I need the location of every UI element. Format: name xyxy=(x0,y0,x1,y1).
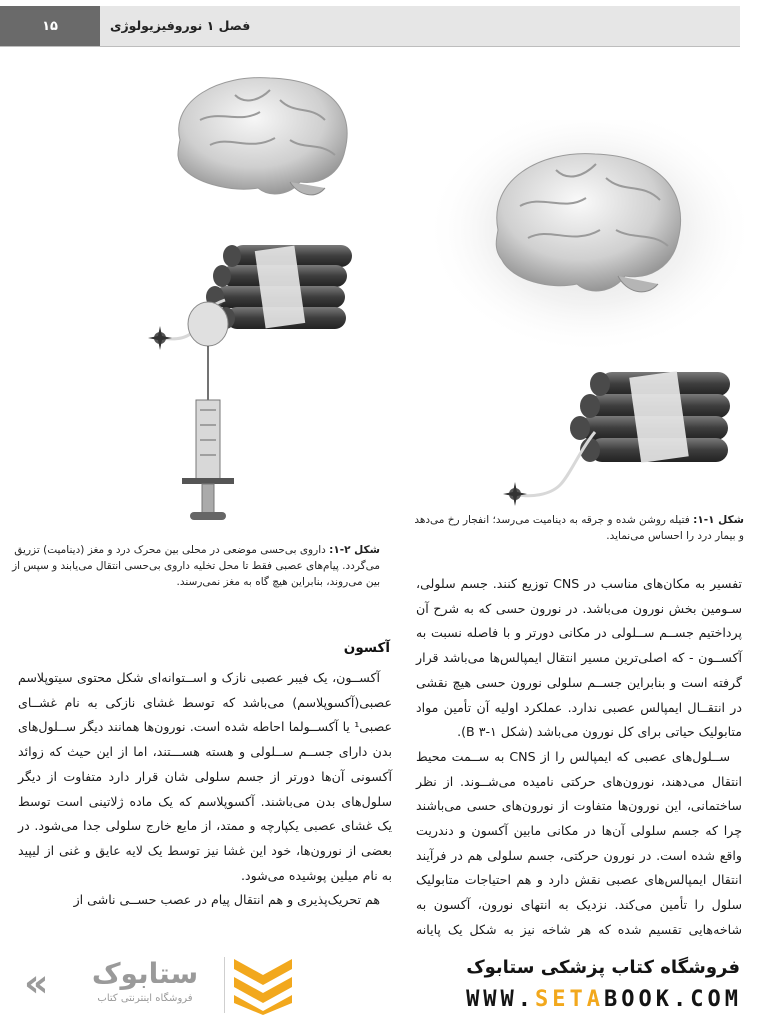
double-chevron-icon: « xyxy=(24,961,49,1005)
right-column-text xyxy=(416,572,742,967)
figure-1-2-caption: شکل ۲-۱: داروی بی‌حسی موضعی در محلی بین محرک درد و مغز (دینامیت) تزریق می‌گردد. پیام‌های عصبی فقط تا محل تخلیه داروی بی‌حسی انتقال می‌یابند و سپس از بین می‌روند، بنابراین هیچ گاه به مغز نمی‌رسند. xyxy=(12,544,380,588)
dynamite-bundle xyxy=(206,245,352,329)
store-logo xyxy=(10,949,300,1019)
store-url: WWW.SETABOOK.COM xyxy=(466,987,742,1012)
page-number: ۱۵ xyxy=(0,6,100,46)
paragraph-motor-neurons: ســلول‌های عصبی که ایمپالس را از CNS به ســمت محیط انتقال می‌دهند، نورون‌های حرکتی نامیده می‌شــوند. از نظر ساختمانی، این نورون‌ها متفاوت از نورون‌های حسی می‌باشند چرا که جسم سلولی آن‌ها در مکانی مابین آکسون و دندریت واقع شده است. در نورون حرکتی، جسم سلولی هم در فرآیند انتقال ایمپالس‌های عصبی نقش دارد و هم احتیاجات متابولیک سلول را تأمین می‌کند. نزدیک به انتهای نورون، آکسون به شاخه‌هایی تقسیم شده که هر شاخه نیز به شکل یک پایانه xyxy=(416,748,742,937)
figure-1-1-caption: شکل ۱-۱: فتیله روشن شده و جرقه به دینامیت می‌رسد؛ انفجار رخ می‌دهد و بیمار درد را احساس می‌نماید. xyxy=(414,514,744,542)
stacked-chevron-icon xyxy=(230,953,296,1015)
logo-divider xyxy=(224,957,225,1013)
logo-title: ستابوک xyxy=(91,957,199,990)
paragraph-axon: آکســون، یک فیبر عصبی نازک و اســتوانه‌ای شکل محتوی سیتوپلاسم عصبی(آکسوپلاسم) می‌باشد که توسط غشای نازکی به نام غشــای عصبی¹ یا آکســولما احاطه شده است. نورون‌ها همانند دیگر ســلول‌های بدن دارای جســم ســلولی و هسته هســـتند، اما از این حیث که زوائد آکسونی آن‌ها دورتر از جسم سلولی شان قرار دارد متفاوت از دیگر سلول‌های بدن می‌باشند. آکسوپلاسم که یک ماده ژلاتینی است توسط یک غشای عصبی یکپارچه و ممتد، از مایع خارج سلولی جدا می‌شود. در بعضی از نورون‌ها، خود این غشا نیز توسط یک لایه عایق و غنی از لیپید به نام میلین پوشیده می‌شود. xyxy=(18,670,392,883)
left-column-text xyxy=(18,666,392,913)
logo-subtitle: فروشگاه اینترنتی کتاب xyxy=(97,993,193,1004)
chapter-title: فصل ۱ نوروفیزیولوژی xyxy=(110,18,251,33)
dynamite-bundle xyxy=(570,371,730,463)
page-header xyxy=(0,6,740,47)
store-name: فروشگاه کتاب پزشکی ستابوک xyxy=(466,957,740,978)
figure-anesthetic-illustration xyxy=(140,60,400,540)
brain-image xyxy=(178,78,347,195)
section-heading-axon: آکسون xyxy=(343,640,390,656)
spark-icon xyxy=(503,482,527,506)
brain-image xyxy=(496,154,680,292)
figure-pain-pathway-illustration xyxy=(420,120,750,520)
spark-icon xyxy=(148,326,172,350)
paragraph-excitability: هم تحریک‌پذیری و هم انتقال پیام در عصب حســی ناشی از xyxy=(73,892,380,908)
store-footer xyxy=(0,941,761,1023)
paragraph-cell-body: تفسیر به مکان‌های مناسب در CNS توزیع کنند. جسم سلولی، سـومین بخش نورون می‌باشد. در نورون حسی که به شرح آن پرداختیم جســم ســلولی در مکانی دورتر و با فاصله نسبت به آکســون - که اصلی‌ترین مسیر انتقال ایمپالس‌ها می‌باشد قرار گرفته است و بنابراین جســم سلولی نورون حسی هیچ نقشی در انتقــال ایمپالس عصبی ندارد. عملکرد اولیه آن تأمین مواد متابولیک حیاتی برای کل نورون می‌باشد (شکل B ۳-۱). xyxy=(416,576,742,740)
